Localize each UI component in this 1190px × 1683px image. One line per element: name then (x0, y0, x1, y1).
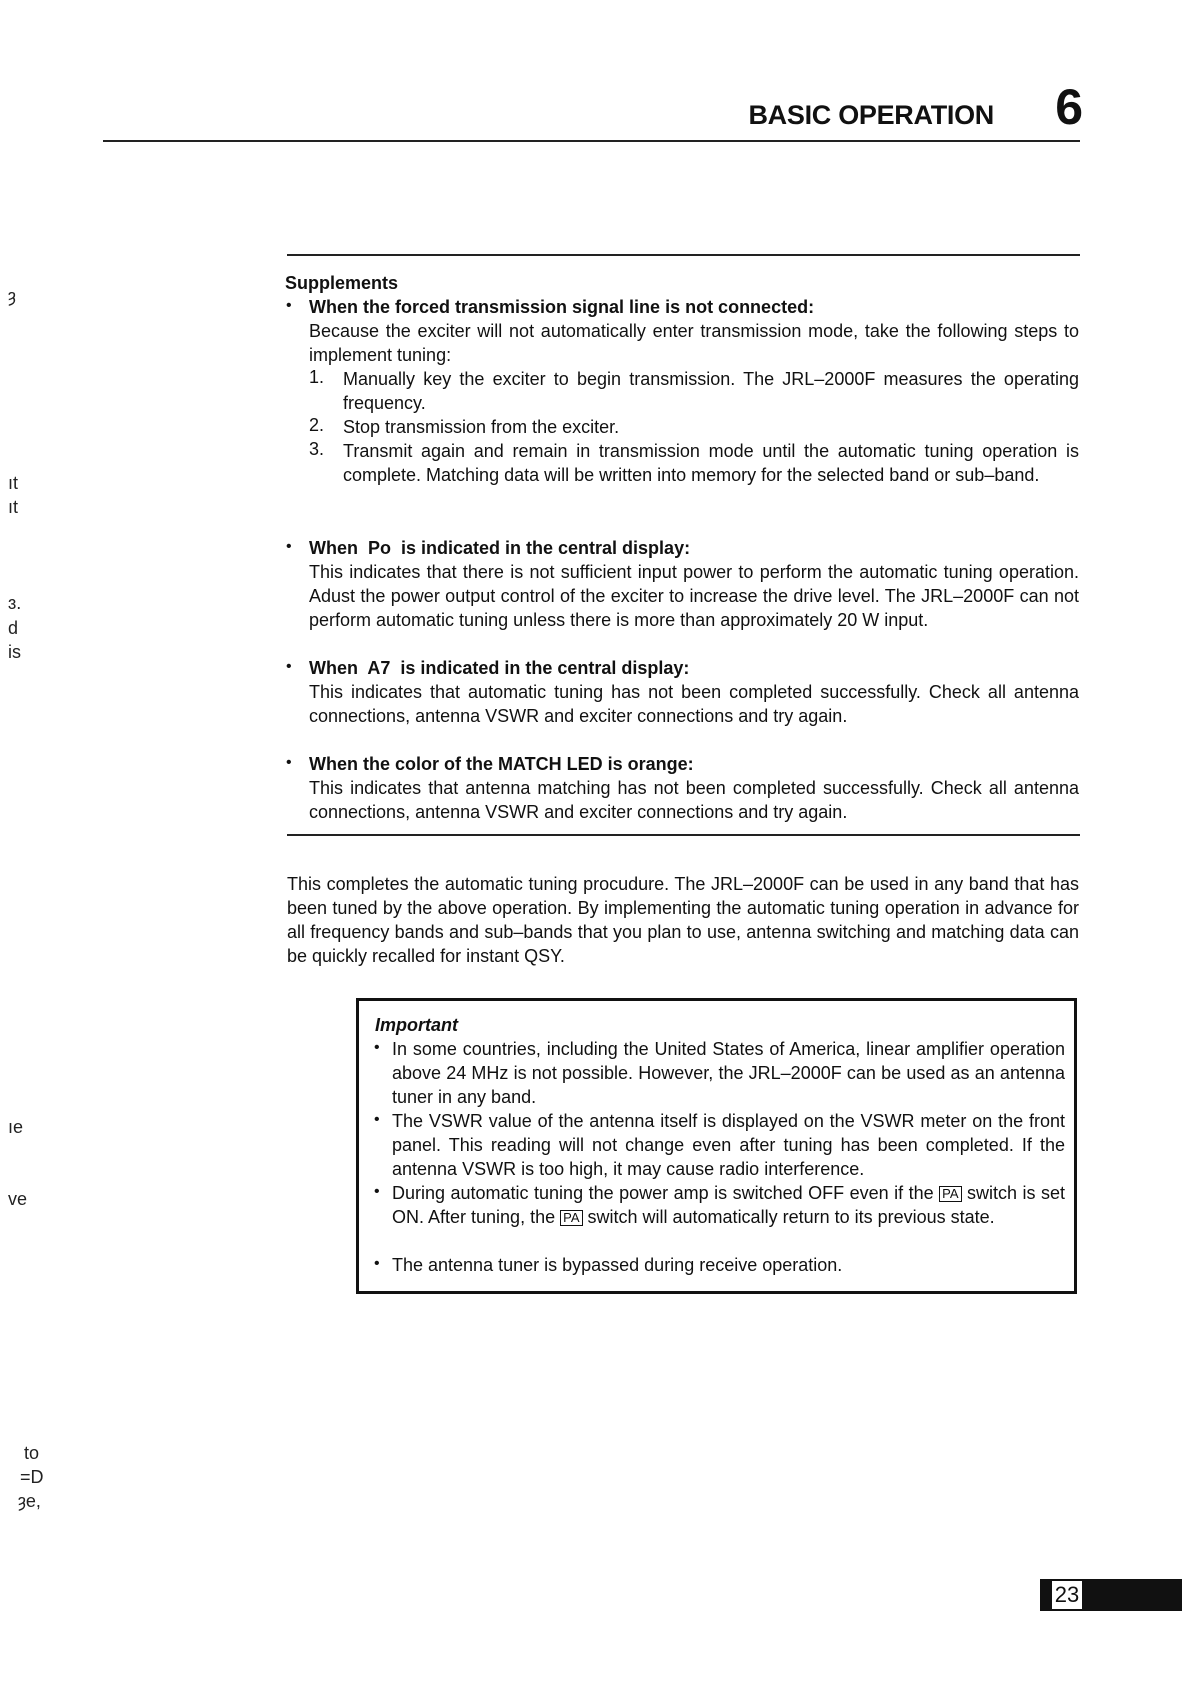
step-number: 2. (309, 415, 325, 435)
supplement-item-title: When the color of the MATCH LED is orange: (309, 754, 694, 774)
summary-paragraph: This completes the automatic tuning procudure. The JRL–2000F can be used in any band that has been tuned by the above operation. By implementing the automatic tuning operation in advance for all frequency bands and sub–bands that you plan to use, antenna switching and matching data can be quickly recalled for instant QSY. (287, 874, 1079, 966)
supplement-item-body: This indicates that antenna matching has not been completed successfully. Check all antenna connections, antenna VSWR and exciter connections and try again. (309, 778, 1079, 822)
pa-switch-label: PA (560, 1210, 582, 1226)
important-item: In some countries, including the United States of America, linear amplifier operation above 24 MHz is not possible. However, the JRL–2000F can be used as an antenna tuner in any band. (392, 1039, 1065, 1107)
supplement-item-title: When the forced transmission signal line is not connected: (309, 297, 815, 317)
important-heading: Important (375, 1015, 458, 1035)
step-text: Stop transmission from the exciter. (343, 417, 620, 437)
margin-fragment: ve (8, 1189, 28, 1209)
margin-fragment: ȝ (8, 286, 16, 306)
important-item: The antenna tuner is bypassed during receive operation. (392, 1255, 843, 1275)
margin-fragment: is (8, 642, 21, 662)
header-rule (103, 140, 1080, 142)
margin-fragment: ȝe, (18, 1491, 41, 1511)
page-number: 23 (1052, 1581, 1082, 1609)
bullet-marker: • (286, 658, 292, 675)
margin-fragment: ıt (8, 473, 19, 493)
bullet-marker: • (286, 297, 292, 314)
supplements-bottom-rule (287, 834, 1080, 836)
chapter-title: BASIC OPERATION (748, 100, 994, 130)
supplement-item-body: This indicates that automatic tuning has not been completed successfully. Check all antenna connections, antenna VSWR and exciter connections and try again. (309, 682, 1079, 726)
important-item (392, 1181, 1065, 1229)
margin-fragment: ıe (8, 1117, 24, 1137)
margin-fragment: to (24, 1443, 40, 1463)
supplements-heading: Supplements (285, 273, 399, 293)
supplement-item-title: When Po is indicated in the central display: (309, 538, 691, 558)
supplement-item-title: When A7 is indicated in the central display: (309, 658, 690, 678)
margin-fragment: d (8, 618, 19, 638)
important-box (356, 998, 1077, 1294)
important-text: During automatic tuning the power amp is switched OFF even if the (392, 1183, 934, 1203)
important-item: The VSWR value of the antenna itself is displayed on the VSWR meter on the front panel. This reading will not change even after tuning has been completed. If the antenna VSWR is too high, it may cause radio interference. (392, 1111, 1065, 1179)
margin-fragment: ɜ. (8, 593, 22, 613)
important-text: switch is set ON. After tuning, the (392, 1183, 1065, 1227)
margin-fragment: =D (20, 1467, 44, 1487)
bullet-marker: • (286, 754, 292, 771)
bullet-marker: • (286, 538, 292, 555)
margin-fragment: ıt (8, 497, 19, 517)
bullet-marker: • (374, 1039, 380, 1056)
supplements-top-rule (287, 254, 1080, 256)
supplement-item-body: This indicates that there is not sufficient input power to perform the automatic tuning operation. Adust the power output control of the exciter to increase the drive level. The JRL–2000F can not perform automatic tuning unless there is more than approximately 20 W input. (309, 562, 1079, 630)
step-number: 1. (309, 367, 325, 387)
pa-switch-label: PA (939, 1186, 961, 1202)
bullet-marker: • (374, 1183, 380, 1200)
step-text: Manually key the exciter to begin transmission. The JRL–2000F measures the operating frequency. (343, 369, 1079, 413)
bullet-marker: • (374, 1111, 380, 1128)
supplement-item-body: Because the exciter will not automatically enter transmission mode, take the following steps to implement tuning: (309, 321, 1079, 365)
important-text: switch will automatically return to its previous state. (587, 1207, 995, 1227)
step-text: Transmit again and remain in transmission mode until the automatic tuning operation is complete. Matching data will be written into memory for the selected band or sub–band. (343, 441, 1079, 485)
bullet-marker: • (374, 1255, 380, 1272)
chapter-number: 6 (1055, 79, 1083, 135)
step-number: 3. (309, 439, 325, 459)
